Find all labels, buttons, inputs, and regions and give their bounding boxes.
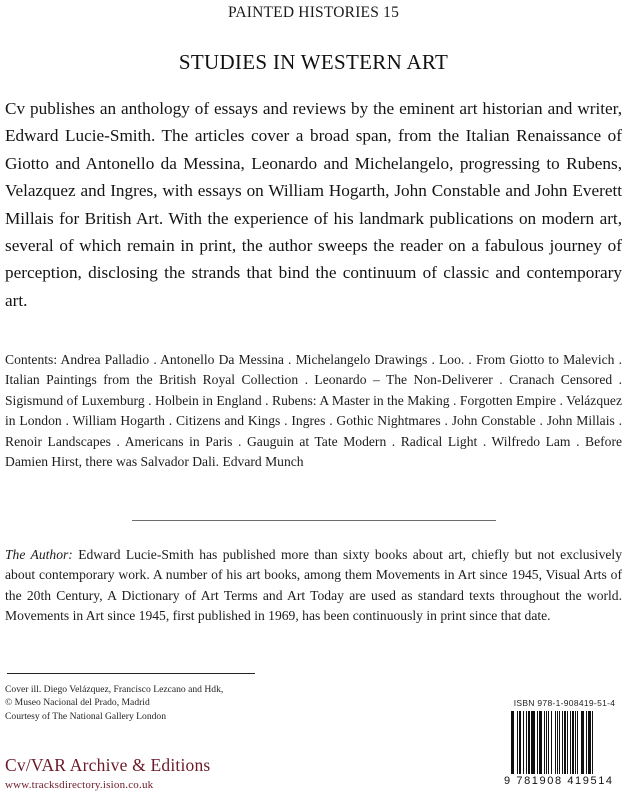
credit-line: © Museo Nacional del Prado, Madrid (5, 697, 150, 709)
blurb-paragraph: Cv publishes an anthology of essays and reviews by the eminent art historian and writer, Edward Lucie-Smith. The articles cover a broad span, from the Italian Renaissance of Giotto and Antonello da Messina, Leonardo and Michelangelo, progressing to Rubens, Velazquez and Ingres, with essays on William Hogarth, John Constable and John Everett Millais for British Art. With the experience of his landmark publications on modern art, several of which remain in print, the author sweeps the reader on a fabulous journey of perception, disclosing the strands that bind the continuum of classic and contemporary art. (5, 99, 622, 310)
author-bio: Edward Lucie-Smith has published more than sixty books about art, chiefly but not exclusively about contemporary work. A number of his art books, among them Movements in Art since 1945, Visual Arts of the 20th Century, A Dictionary of Art Terms and Art Today are used as standard texts throughout the world. Movements in Art since 1945, first published in 1969, has been continuously in print since that date. (5, 547, 622, 624)
credit-line: Cover ill. Diego Velázquez, Francisco Lezcano and Hdk, (5, 684, 224, 695)
publisher-name: Cv/VAR Archive & Editions (5, 755, 211, 775)
book-title: STUDIES IN WESTERN ART (178, 50, 449, 74)
credits-divider (7, 673, 255, 674)
contents-paragraph: Contents: Andrea Palladio . Antonello Da Messina . Michelangelo Drawings . Loo. . From Giotto to Malevich . Italian Paintings from the British Royal Collection . Leonardo – The Non-Deliverer . Cranach Censored . Sigismund of Luxemburg . Holbein in England . Rubens: A Master in the Making . Forgotten Empire . Velázquez in London . William Hogarth . Citizens and Kings . Ingres . Gothic Nightmares . John Constable . John Millais . Renoir Landscapes . Americans in Paris . Gauguin at Tate Modern . Radical Light . Wilfredo Lam . Before Damien Hirst, there was Salvador Dali. Edvard Munch (5, 352, 622, 470)
author-paragraph (5, 545, 622, 627)
isbn-label: ISBN 978-1-908419-51-4 (513, 698, 616, 708)
section-divider (132, 520, 496, 521)
author-label: The Author: (5, 547, 73, 562)
publisher-website[interactable]: www.tracksdirectory.ision.co.uk (5, 779, 154, 791)
credit-line: Courtesy of The National Gallery London (5, 710, 167, 722)
barcode-digits: 9 781908 419514 (504, 775, 614, 787)
series-heading: PAINTED HISTORIES 15 (227, 4, 400, 21)
image-credits (5, 683, 305, 723)
barcode-icon (511, 711, 619, 774)
